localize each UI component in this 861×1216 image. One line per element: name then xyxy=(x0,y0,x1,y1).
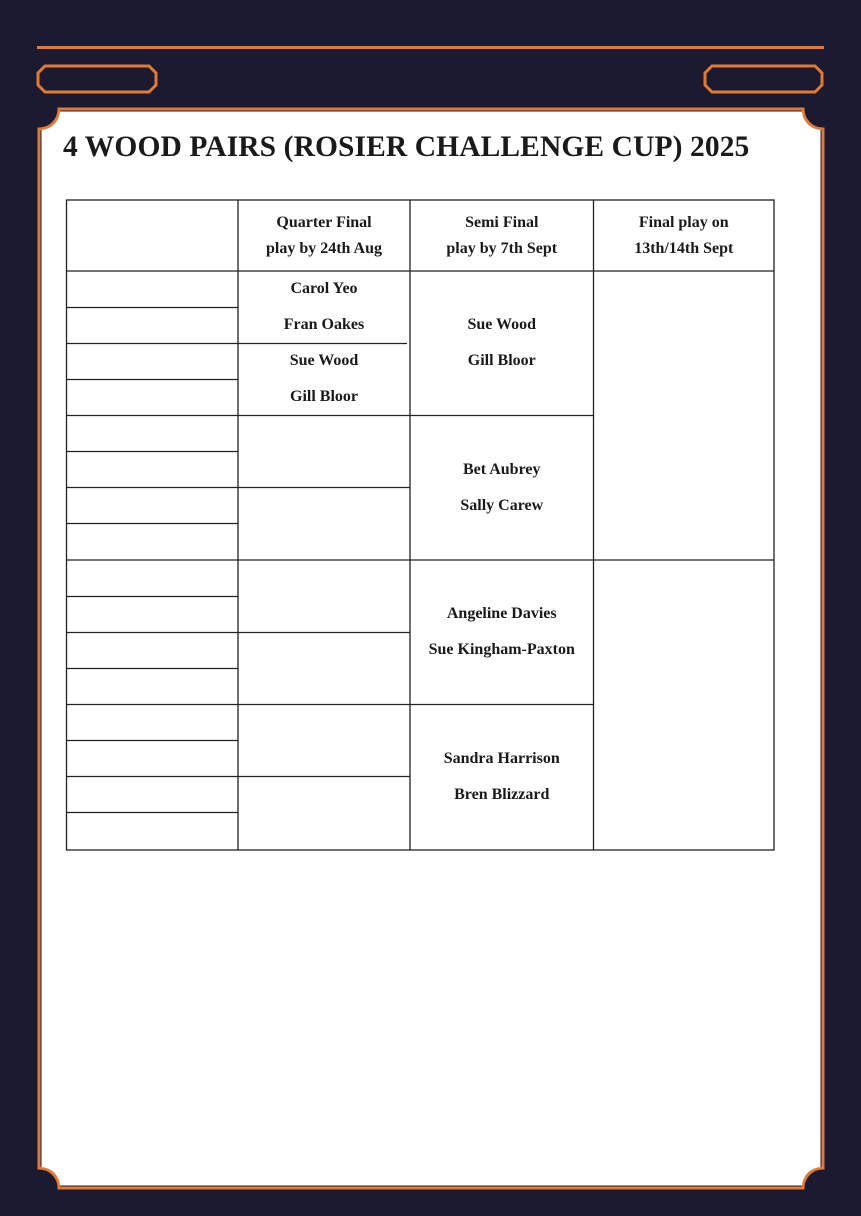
quarter-final-entry xyxy=(238,307,410,343)
header-final-line2: 13th/14th Sept xyxy=(634,239,734,257)
sf-3-player1: Angeline Davies xyxy=(446,605,557,622)
header-quarter-line1: Quarter Final xyxy=(276,213,372,231)
semi-final-entry xyxy=(410,560,594,704)
header-semi-line1: Semi Final xyxy=(465,213,539,231)
sf-1-player2: Gill Bloor xyxy=(467,352,536,369)
sf-4-player2: Bren Blizzard xyxy=(454,786,550,803)
semi-final-entry xyxy=(410,704,594,850)
qf-4-player: Gill Bloor xyxy=(290,388,358,405)
qf-3-player: Sue Wood xyxy=(289,352,359,369)
page-title: 4 WOOD PAIRS (ROSIER CHALLENGE CUP) 2025 xyxy=(63,131,750,163)
header-quarter-line2: play by 24th Aug xyxy=(265,239,383,257)
sf-4-player1: Sandra Harrison xyxy=(443,750,560,767)
quarter-final-entry xyxy=(238,271,410,307)
qf-2-player: Fran Oakes xyxy=(283,316,365,333)
header-quarter-final xyxy=(238,200,410,271)
semi-final-entry xyxy=(410,271,594,415)
qf-1-player: Carol Yeo xyxy=(290,280,358,297)
sf-3-player2: Sue Kingham-Paxton xyxy=(428,641,575,658)
first-round-slots xyxy=(67,308,239,813)
semi-final-entry xyxy=(410,415,594,560)
header-final xyxy=(594,200,775,271)
quarter-final-entry xyxy=(238,343,410,379)
sf-2-player1: Bet Aubrey xyxy=(463,460,541,478)
quarter-final-entry xyxy=(238,379,410,415)
sf-2-player2: Sally Carew xyxy=(460,496,544,514)
header-final-line1: Final play on xyxy=(638,213,729,231)
sf-1-player1: Sue Wood xyxy=(467,316,537,333)
header-semi-line2: play by 7th Sept xyxy=(446,239,558,257)
header-semi-final xyxy=(410,200,594,271)
